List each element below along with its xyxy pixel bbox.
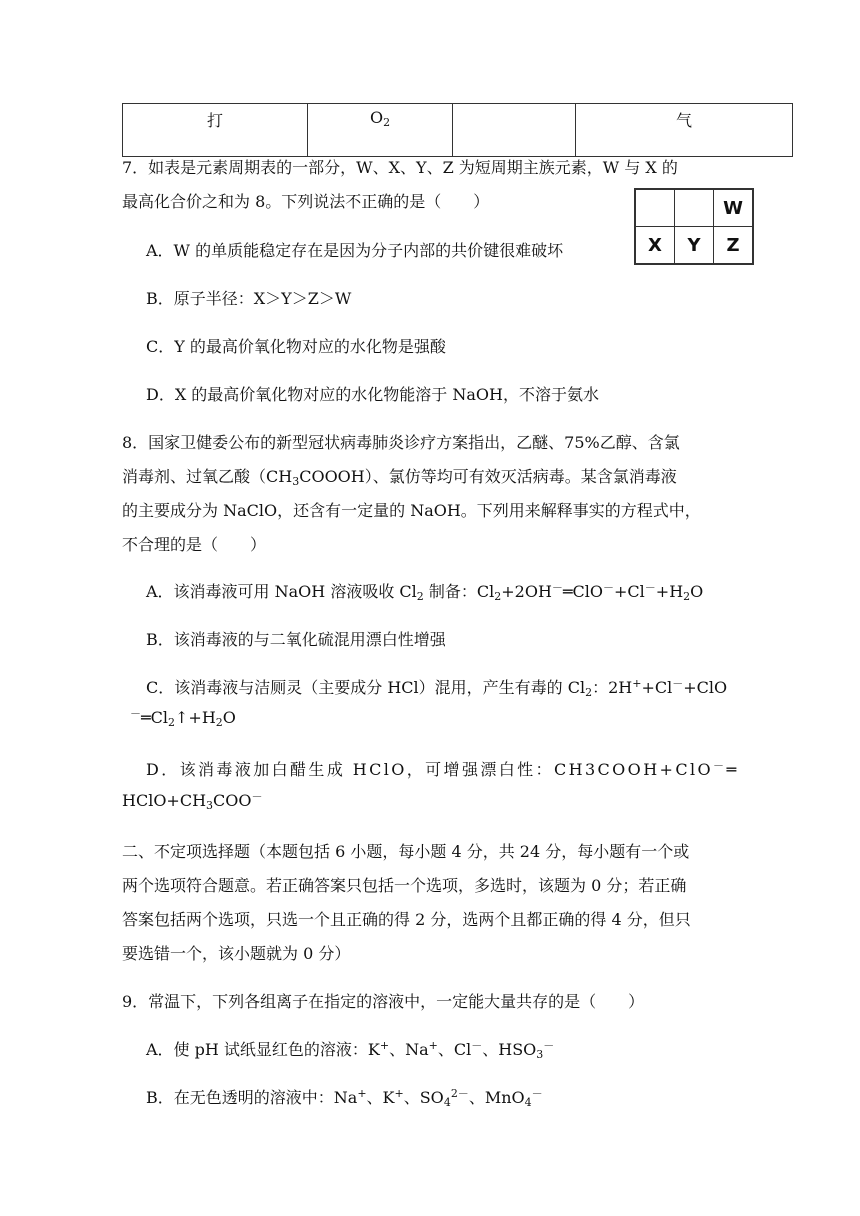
periodic-table-fragment (634, 188, 754, 265)
q7-stem-line2: 最高化合价之和为 8。下列说法不正确的是（ ） (122, 192, 490, 211)
q8-option-d-line2: $HClO+CH_3COO^-$ (122, 790, 263, 812)
table-cell: 打 (123, 104, 308, 157)
pt-cell-x: X (635, 227, 675, 265)
q8-stem-line4: 不合理的是（ ） (122, 535, 267, 554)
q9-option-b: B．在无色透明的溶液中：Na+、K+、$SO_4^{2-}$、MnO$_4$－ (146, 1087, 543, 1109)
section2-line2: 两个选项符合题意。若正确答案只包括一个选项，多选时，该题为 0 分；若正确 (122, 876, 687, 895)
q8-stem-line2: 消毒剂、过氧乙酸$(CH_3COOOH)$、氯仿等均可有效灭活病毒。某含氯消毒液 (122, 467, 677, 488)
pt-cell-w: W (714, 189, 754, 227)
top-table-fragment (122, 103, 793, 157)
q9-stem: 9．常温下，下列各组离子在指定的溶液中，一定能大量共存的是（ ） (122, 992, 645, 1011)
section2-line3: 答案包括两个选项，只选一个且正确的得 2 分，选两个且都正确的得 4 分，但只 (122, 910, 691, 929)
table-cell: $O_2$ (308, 104, 453, 157)
q8-option-c-line1: C．该消毒液与洁厕灵（主要成分 HCl）混用，产生有毒的 $Cl_2$：2H++Cl－+ClO (146, 677, 728, 699)
q7-option-c: C．Y 的最高价氧化物对应的水化物是强酸 (146, 337, 446, 356)
table-cell (453, 104, 576, 157)
q8-stem-line3: 的主要成分为 NaClO，还含有一定量的 NaOH。下列用来解释事实的方程式中， (122, 501, 701, 520)
pt-cell (635, 189, 675, 227)
q7-option-a: A．W 的单质能稳定存在是因为分子内部的共价键很难破坏 (146, 241, 564, 260)
q8-option-d-line1: D．该消毒液加白醋生成 HClO，可增强漂白性：CH3COOH+ClO－═ (146, 759, 739, 779)
section2-line4: 要选错一个，该小题就为 0 分） (122, 944, 351, 963)
q8-option-c-line2: $^-═Cl_2↑+H_2O$ (130, 707, 236, 729)
q7-stem-line1: 7．如表是元素周期表的一部分，W、X、Y、Z 为短周期主族元素，W 与 X 的 (122, 158, 678, 177)
q7-option-b: B．原子半径：X＞Y＞Z＞W (146, 289, 352, 308)
pt-cell (675, 189, 714, 227)
q8-option-b: B．该消毒液的与二氧化硫混用漂白性增强 (146, 630, 446, 649)
section2-line1: 二、不定项选择题（本题包括 6 小题，每小题 4 分，共 24 分，每小题有一个或 (122, 842, 690, 861)
q7-option-d: D．X 的最高价氧化物对应的水化物能溶于 NaOH，不溶于氨水 (146, 385, 600, 404)
pt-cell-y: Y (675, 227, 714, 265)
q8-stem-line1: 8．国家卫健委公布的新型冠状病毒肺炎诊疗方案指出，乙醚、75%乙醇、含氯 (122, 433, 680, 452)
table-cell: 气 (576, 104, 793, 157)
q9-option-a: A．使 pH 试纸显红色的溶液：K+、Na+、Cl－、$HSO_3^-$ (146, 1039, 555, 1061)
q8-option-a: A．该消毒液可用 NaOH 溶液吸收 $Cl_2$ 制备：$Cl_2+2OH^-═ClO^-+Cl^-+H_2O$ (146, 581, 704, 603)
pt-cell-z: Z (714, 227, 754, 265)
